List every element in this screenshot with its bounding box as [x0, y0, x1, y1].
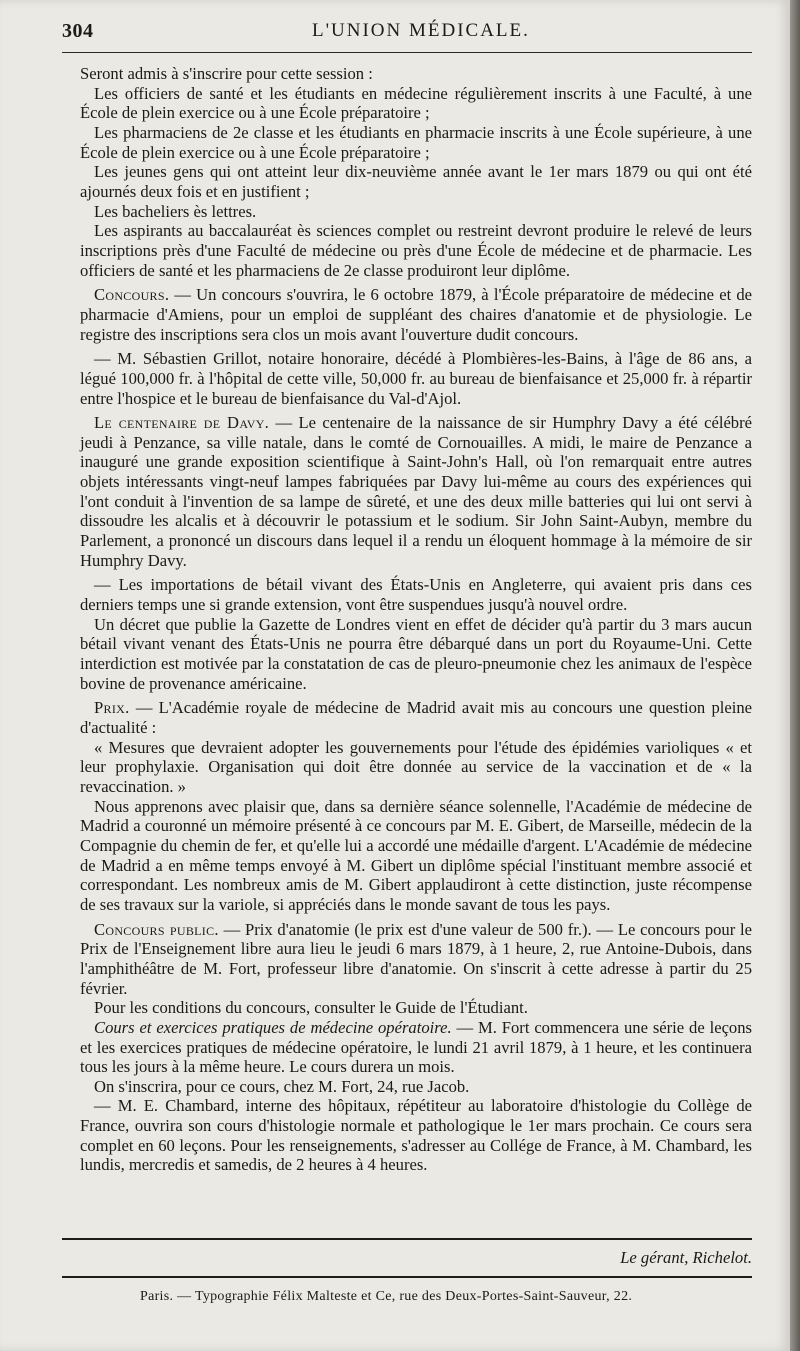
registration-paragraph: On s'inscrira, pour ce cours, chez M. Fort, 24, rue Jacob.: [94, 1076, 470, 1096]
managing-editor-signature: Le gérant, Richelot.: [620, 1248, 752, 1267]
decree-paragraph: Un décret que publie la Gazette de Londres vient en effet de décider qu'à partir du 3 mars aucun bétail vivant venant des États-Unis ne pourra être débarqué dans un port du Royaume-Uni. Cette interdiction est motivée par la constatation de cas de pleuro-pneumonie chez les animaux de l'espèce bovine de provenance américaine.: [80, 614, 752, 693]
page-number: 304: [62, 20, 94, 42]
journal-title: L'UNION MÉDICALE.: [312, 20, 530, 41]
section-lead: Cours et exercices pratiques de médecine opératoire.: [94, 1017, 452, 1037]
page-header: [62, 18, 752, 48]
cattle-import-paragraph: — Les importations de bétail vivant des États-Unis en Angleterre, qui avaient pris dans ces derniers temps une si grande extension, vont être suspendues jusqu'à nouvel ordre.: [80, 575, 752, 615]
conditions-paragraph: Pour les conditions du concours, consulter le Guide de l'Étudiant.: [94, 998, 528, 1018]
footer-rule-bottom: [62, 1276, 752, 1278]
concours-amiens-paragraph: Concours. — Un concours s'ouvrira, le 6 octobre 1879, à l'École préparatoire de médecine et de pharmacie d'Amiens, pour un emploi de suppléant des chaires d'anatomie et de physiologie. Le registre des inscriptions sera clos un mois avant l'ouverture dudit concours.: [80, 285, 752, 344]
contest-question-quote: « Mesures que devraient adopter les gouvernements pour l'étude des épidémies varioliques « et leur prophylaxie. Organisation qui doit être donnée au service de la vaccination et de « la revaccination. »: [80, 737, 752, 796]
chambard-course-paragraph: — M. E. Chambard, interne des hôpitaux, répétiteur au laboratoire d'histologie du Collège de France, ouvrira son cours d'histologie normale et pathologique le 1er mars prochain. Ce cours sera complet en 60 leçons. Pour les renseignements, s'adresser au Collége de France, à M. Chambard, les lundis, mercredis et samedis, de 2 heures à 4 heures.: [80, 1096, 752, 1175]
prix-madrid-paragraph: Prix. — L'Académie royale de médecine de Madrid avait mis au concours une question pleine d'actualité :: [80, 698, 752, 737]
session-admission-intro: Seront admis à s'inscrire pour cette session :: [80, 64, 373, 83]
section-lead: Concours.: [94, 285, 170, 305]
section-lead: Le centenaire de Davy.: [94, 413, 270, 433]
section-lead: Prix.: [94, 698, 130, 718]
printer-imprint: Paris. — Typographie Félix Malteste et Ce, rue des Deux-Portes-Saint-Sauveur, 22.: [140, 1289, 633, 1304]
footer-rule-top: [62, 1238, 752, 1240]
page-edge-shadow: [790, 0, 800, 1351]
article-body: [80, 64, 752, 1175]
grillot-bequest-paragraph: — M. Sébastien Grillot, notaire honoraire, décédé à Plombières-les-Bains, à l'âge de 86 ans, a légué 100,000 fr. à l'hôpital de cette ville, 50,000 fr. au bureau de bienfaisance et 25,000 fr. à répartir entre l'hospice et le bureau de bienfaisance du Val-d'Ajol.: [80, 349, 752, 408]
admission-young-people: Les jeunes gens qui ont atteint leur dix-neuvième année avant le 1er mars 1879 ou qui ont été ajournés deux fois et en justifient ;: [80, 162, 752, 201]
header-rule: [62, 52, 752, 53]
admission-officers: Les officiers de santé et les étudiants en médecine régulièrement inscrits à une Faculté, à une École de plein exercice ou à une École préparatoire ;: [80, 83, 752, 123]
admission-pharmacists: Les pharmaciens de 2e classe et les étudiants en pharmacie inscrits à une École supérieure, à une École de plein exercice ou à une École préparatoire ;: [80, 122, 752, 162]
concours-public-paragraph: Concours public. — Prix d'anatomie (le prix est d'une valeur de 500 fr.). — Le concours pour le Prix de l'Enseignement libre aura lieu le jeudi 6 mars 1879, à 1 heure, 2, rue Antoine-Dubois, dans l'amphithéâtre de M. Fort, professeur libre d'anatomie. On s'inscrit à cette adresse à partir du 25 février.: [80, 919, 752, 998]
section-lead: Concours public.: [94, 919, 219, 939]
davy-centenary-paragraph: Le centenaire de Davy. — Le centenaire de la naissance de sir Humphry Davy a été célébré jeudi à Penzance, sa ville natale, dans le comté de Cornouailles. A midi, le maire de Penzance a inauguré une grande exposition scientifique à Saint-John's Hall, où l'on remarquait entre autres objets intéressants vingt-neuf lampes fabriquées par Davy lui-même au cours des expériences qui l'ont conduit à l'invention de sa lampe de sûreté, et une des deux mille batteries qui lui ont servi à dissoudre les alcalis et à découvrir le potassium et le sodium. Sir John Saint-Aubyn, membre du Parlement, a prononcé un discours dans lequel il a rendu un éloquent hommage à la mémoire de sir Humphry Davy.: [80, 413, 752, 570]
gibert-award-paragraph: Nous apprenons avec plaisir que, dans sa dernière séance solennelle, l'Académie de médecine de Madrid a couronné un mémoire présenté à ce concours par M. E. Gibert, de Marseille, médecin de la Compagnie du chemin de fer, et qu'elle lui a accordé une médaille d'argent. L'Académie de médecine de Madrid a en même temps envoyé à M. Gibert un diplôme spécial l'instituant membre associé et correspondant. Les nombreux amis de M. Gibert applaudiront à cette distinction, juste récompense de ses travaux sur la variole, si appréciés dans le monde savant de tous les pays.: [80, 796, 752, 914]
admission-bachelors: Les bacheliers ès lettres.: [94, 201, 257, 221]
aspirants-paragraph: Les aspirants au baccalauréat ès sciences complet ou restreint devront produire le relevé de leurs inscriptions près d'une Faculté de médecine ou près d'une École de médecine et de pharmacie. Les officiers de santé et les pharmaciens de 2e classe produiront leur diplôme.: [80, 221, 752, 280]
operative-course-paragraph: Cours et exercices pratiques de médecine opératoire. — M. Fort commencera une série de leçons et les exercices pratiques de médecine opératoire, le lundi 21 avril 1879, à 1 heure, et les continuera tous les jours à la même heure. Le cours durera un mois.: [80, 1017, 752, 1077]
